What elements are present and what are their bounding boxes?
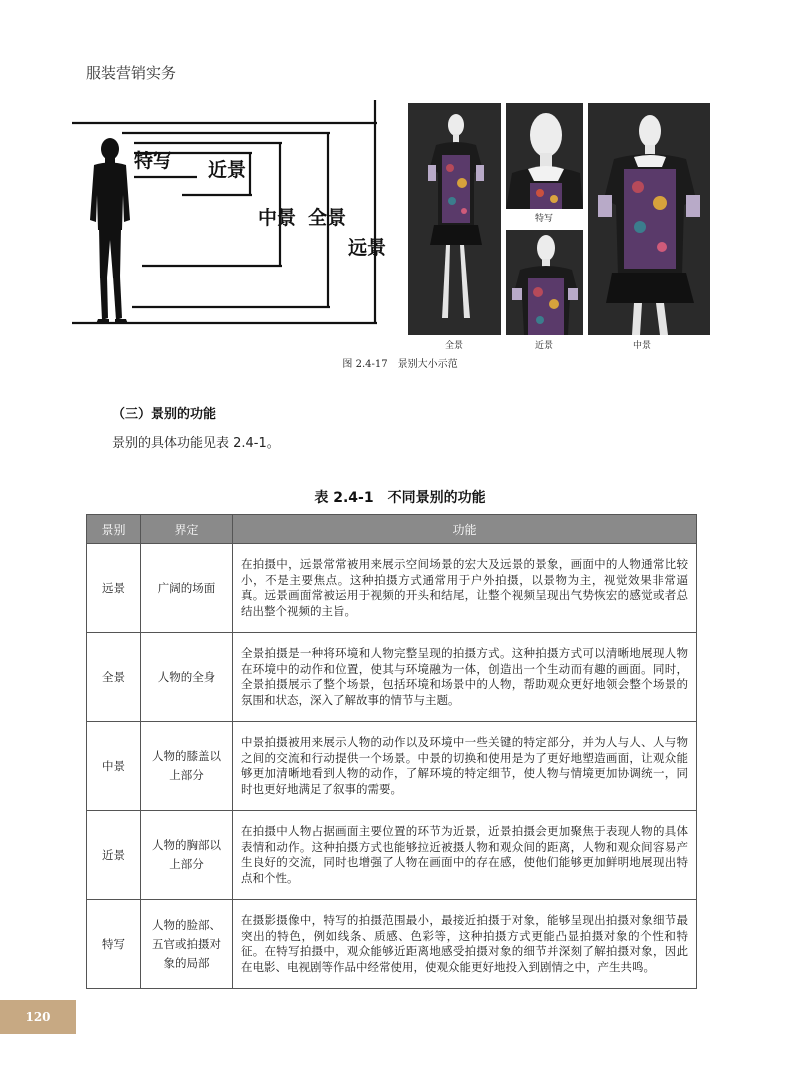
cell-shot: 全景 bbox=[87, 633, 141, 722]
cell-shot: 近景 bbox=[87, 811, 141, 900]
header-definition: 界定 bbox=[141, 515, 233, 544]
cell-function: 在拍摄中人物占据画面主要位置的环节为近景，近景拍摄会更加聚焦于表现人物的具体表情和动作。这种拍摄方式也能够拉近被摄人物和观众间的距离，人物和观众间容易产生良好的交流，同时也增强了人物在画面中的存在感，使他们能够更加鲜明地展现出特点和个性。 bbox=[233, 811, 697, 900]
shot-function-table bbox=[86, 514, 697, 989]
caption-close-up: 特写 bbox=[534, 214, 553, 224]
cell-function: 在摄影摄像中，特写的拍摄范围最小，最接近拍摄于对象，能够呈现出拍摄对象细节最突出的特色，例如线条、质感、色彩等，这种拍摄方式更能凸显拍摄对象的个性和特征。在特写拍摄中，观众能够近距离地感受拍摄对象的细节并深刻了解拍摄对象，因此在电影、电视剧等作品中经常使用，使观众能更好地投入到剧情之中，产生共鸣。 bbox=[233, 900, 697, 989]
cell-definition: 人物的脸部、五官或拍摄对象的局部 bbox=[141, 900, 233, 989]
table-row bbox=[87, 633, 697, 722]
diagram-label-long-shot: 远景 bbox=[348, 237, 387, 259]
photo-close-shot bbox=[506, 230, 583, 335]
cell-shot: 特写 bbox=[87, 900, 141, 989]
section-body: 景别的具体功能见表 2.4-1。 bbox=[112, 436, 280, 451]
cell-function: 中景拍摄被用来展示人物的动作以及环境中一些关键的特定部分，并为人与人、人与物之间的交流和行动提供一个场景。中景的切换和使用是为了更好地塑造画面，让观众能够更加清晰地看到人物的动作，了解环境的特定细节，使人物与情境更加协调统一，同时也更好地满足了叙事的需要。 bbox=[233, 722, 697, 811]
figure-caption: 图 2.4-17 景别大小示范 bbox=[342, 359, 458, 370]
diagram-label-medium-shot: 中景 bbox=[258, 207, 297, 229]
photo-full-shot bbox=[408, 103, 501, 335]
table-row bbox=[87, 811, 697, 900]
table-title: 表 2.4-1 不同景别的功能 bbox=[314, 490, 486, 506]
photo-medium-shot bbox=[588, 103, 710, 335]
table-row bbox=[87, 900, 697, 989]
caption-medium: 中景 bbox=[632, 341, 651, 351]
diagram-label-close-up: 特写 bbox=[134, 150, 173, 172]
diagram-label-close-shot: 近景 bbox=[208, 159, 247, 181]
caption-close: 近景 bbox=[534, 341, 553, 351]
header-function: 功能 bbox=[233, 515, 697, 544]
cell-definition: 广阔的场面 bbox=[141, 544, 233, 633]
cell-definition: 人物的全身 bbox=[141, 633, 233, 722]
cell-function: 全景拍摄是一种将环境和人物完整呈现的拍摄方式。这种拍摄方式可以清晰地展现人物在环境中的动作和位置，使其与环境融为一体，创造出一个生动而有趣的画面。同时，全景拍摄展示了整个场景，包括环境和场景中的人物，帮助观众更好地领会整个场景的氛围和状态，深入了解故事的情节与主题。 bbox=[233, 633, 697, 722]
page-number: 120 bbox=[0, 1000, 76, 1034]
running-title: 服装营销实务 bbox=[86, 64, 177, 82]
person-silhouette bbox=[90, 138, 130, 324]
cell-definition: 人物的膝盖以上部分 bbox=[141, 722, 233, 811]
cell-function: 在拍摄中，远景常常被用来展示空间场景的宏大及远景的景象，画面中的人物通常比较小，不是主要焦点。这种拍摄方式通常用于户外拍摄，以景物为主，视觉效果非常逼真。远景画面常被运用于视频的开头和结尾，让整个视频呈现出气势恢宏的感觉或者总结出整个视频的主旨。 bbox=[233, 544, 697, 633]
cell-definition: 人物的胸部以上部分 bbox=[141, 811, 233, 900]
cell-shot: 远景 bbox=[87, 544, 141, 633]
table-row bbox=[87, 544, 697, 633]
cell-shot: 中景 bbox=[87, 722, 141, 811]
table-header-row bbox=[87, 515, 697, 544]
header-shot: 景别 bbox=[87, 515, 141, 544]
table-row bbox=[87, 722, 697, 811]
photo-close-up bbox=[506, 103, 583, 209]
diagram-label-full-shot: 全景 bbox=[308, 207, 347, 229]
shot-size-diagram bbox=[72, 100, 392, 332]
caption-full: 全景 bbox=[444, 341, 463, 351]
section-heading: （三）景别的功能 bbox=[112, 407, 217, 422]
